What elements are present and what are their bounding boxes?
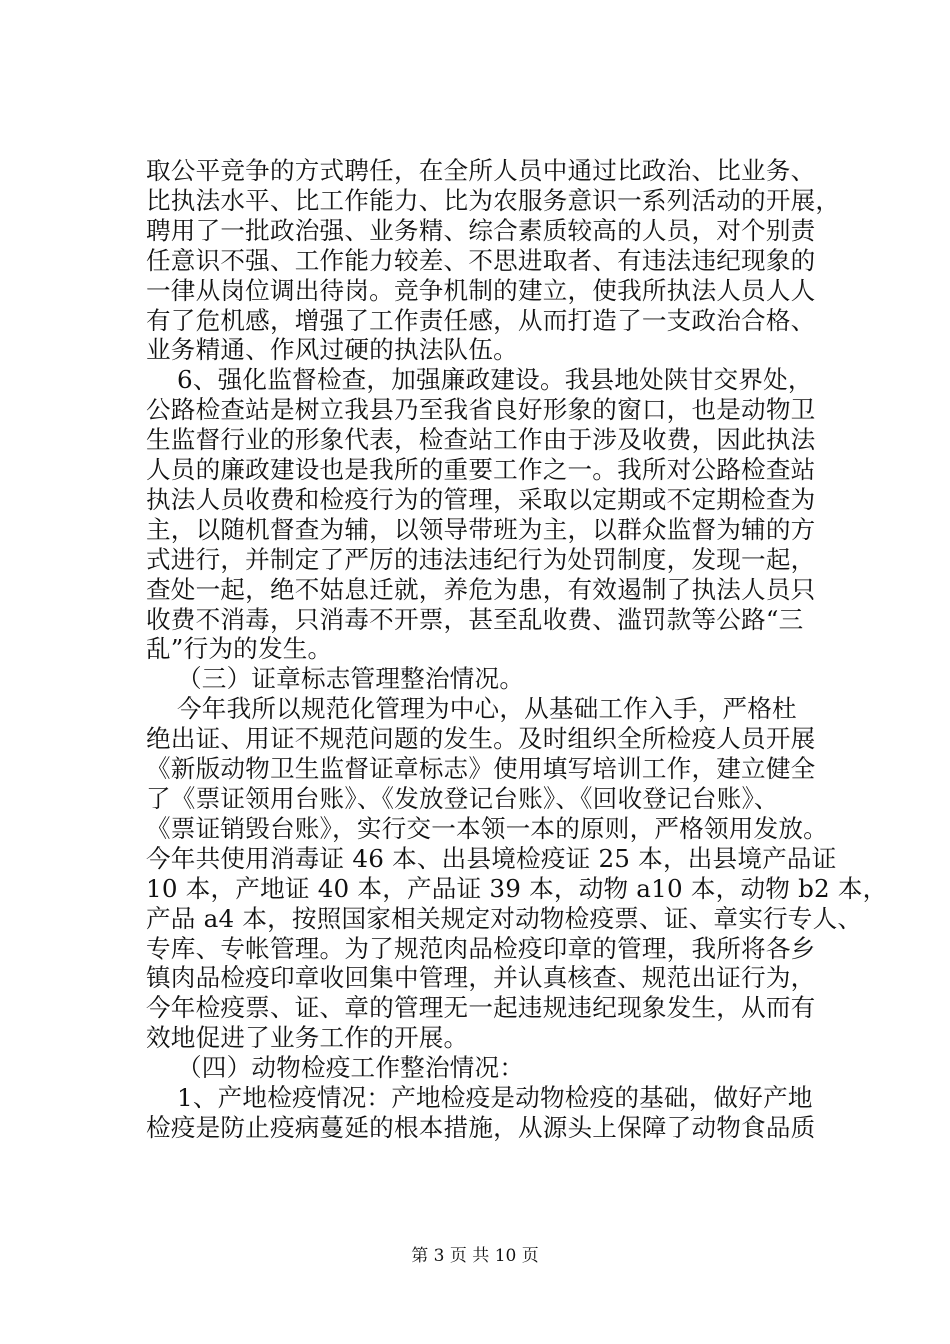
text-line: 主，以随机督查为辅，以领导带班为主，以群众监督为辅的方	[146, 515, 816, 544]
section-heading: （四）动物检疫工作整治情况：	[177, 1053, 525, 1082]
text-line: 10 本，产地证 40 本，产品证 39 本，动物 a10 本，动物 b2 本，	[146, 874, 888, 903]
text-line: 专库、专帐管理。为了规范肉品检疫印章的管理，我所将各乡	[146, 934, 816, 963]
text-line: 《新版动物卫生监督证章标志》使用填写培训工作，建立健全	[146, 754, 816, 783]
text-line: 乱”行为的发生。	[146, 634, 333, 663]
text-line: 有了危机感，增强了工作责任感，从而打造了一支政治合格、	[146, 306, 816, 335]
section-heading: （三）证章标志管理整治情况。	[177, 664, 525, 693]
text-line: 人员的廉政建设也是我所的重要工作之一。我所对公路检查站	[146, 455, 816, 484]
text-line: 今年我所以规范化管理为中心，从基础工作入手，严格杜	[177, 694, 797, 723]
text-line: 镇肉品检疫印章收回集中管理，并认真核查、规范出证行为，	[146, 963, 816, 992]
text-line: 收费不消毒，只消毒不开票，甚至乱收费、滥罚款等公路“三	[146, 605, 804, 634]
text-line: 6、强化监督检查，加强廉政建设。我县地处陕甘交界处，	[177, 365, 813, 394]
text-line: 聘用了一批政治强、业务精、综合素质较高的人员，对个别责	[146, 216, 816, 245]
text-line: 查处一起，绝不姑息迁就，养危为患，有效遏制了执法人员只	[146, 575, 816, 604]
text-line: 今年检疫票、证、章的管理无一起违规违纪现象发生，从而有	[146, 993, 816, 1022]
text-line: 《票证销毁台账》，实行交一本领一本的原则，严格领用发放。	[146, 814, 828, 843]
text-line: 绝出证、用证不规范问题的发生。及时组织全所检疫人员开展	[146, 724, 816, 753]
text-line: 产品 a4 本，按照国家相关规定对动物检疫票、证、章实行专人、	[146, 904, 863, 933]
text-line: 任意识不强、工作能力较差、不思进取者、有违法违纪现象的	[146, 246, 816, 275]
text-line: 取公平竞争的方式聘任，在全所人员中通过比政治、比业务、	[146, 156, 816, 185]
text-line: 效地促进了业务工作的开展。	[146, 1023, 469, 1052]
text-line: 今年共使用消毒证 46 本、出县境检疫证 25 本，出县境产品证	[146, 844, 837, 873]
text-line: 比执法水平、比工作能力、比为农服务意识一系列活动的开展，	[146, 186, 841, 215]
text-line: 生监督行业的形象代表，检查站工作由于涉及收费，因此执法	[146, 425, 816, 454]
text-line: 式进行，并制定了严厉的违法违纪行为处罚制度，发现一起，	[146, 545, 816, 574]
text-line: 执法人员收费和检疫行为的管理，采取以定期或不定期检查为	[146, 485, 816, 514]
text-line: 检疫是防止疫病蔓延的根本措施，从源头上保障了动物食品质	[146, 1113, 816, 1142]
page-number-footer: 第 3 页 共 10 页	[411, 1246, 539, 1266]
text-line: 公路检查站是树立我县乃至我省良好形象的窗口，也是动物卫	[146, 395, 816, 424]
text-line: 1、产地检疫情况：产地检疫是动物检疫的基础，做好产地	[177, 1083, 813, 1112]
text-line: 业务精通、作风过硬的执法队伍。	[146, 335, 518, 364]
text-line: 一律从岗位调出待岗。竞争机制的建立，使我所执法人员人人	[146, 276, 816, 305]
text-line: 了《票证领用台账》、《发放登记台账》、《回收登记台账》、	[146, 784, 779, 813]
